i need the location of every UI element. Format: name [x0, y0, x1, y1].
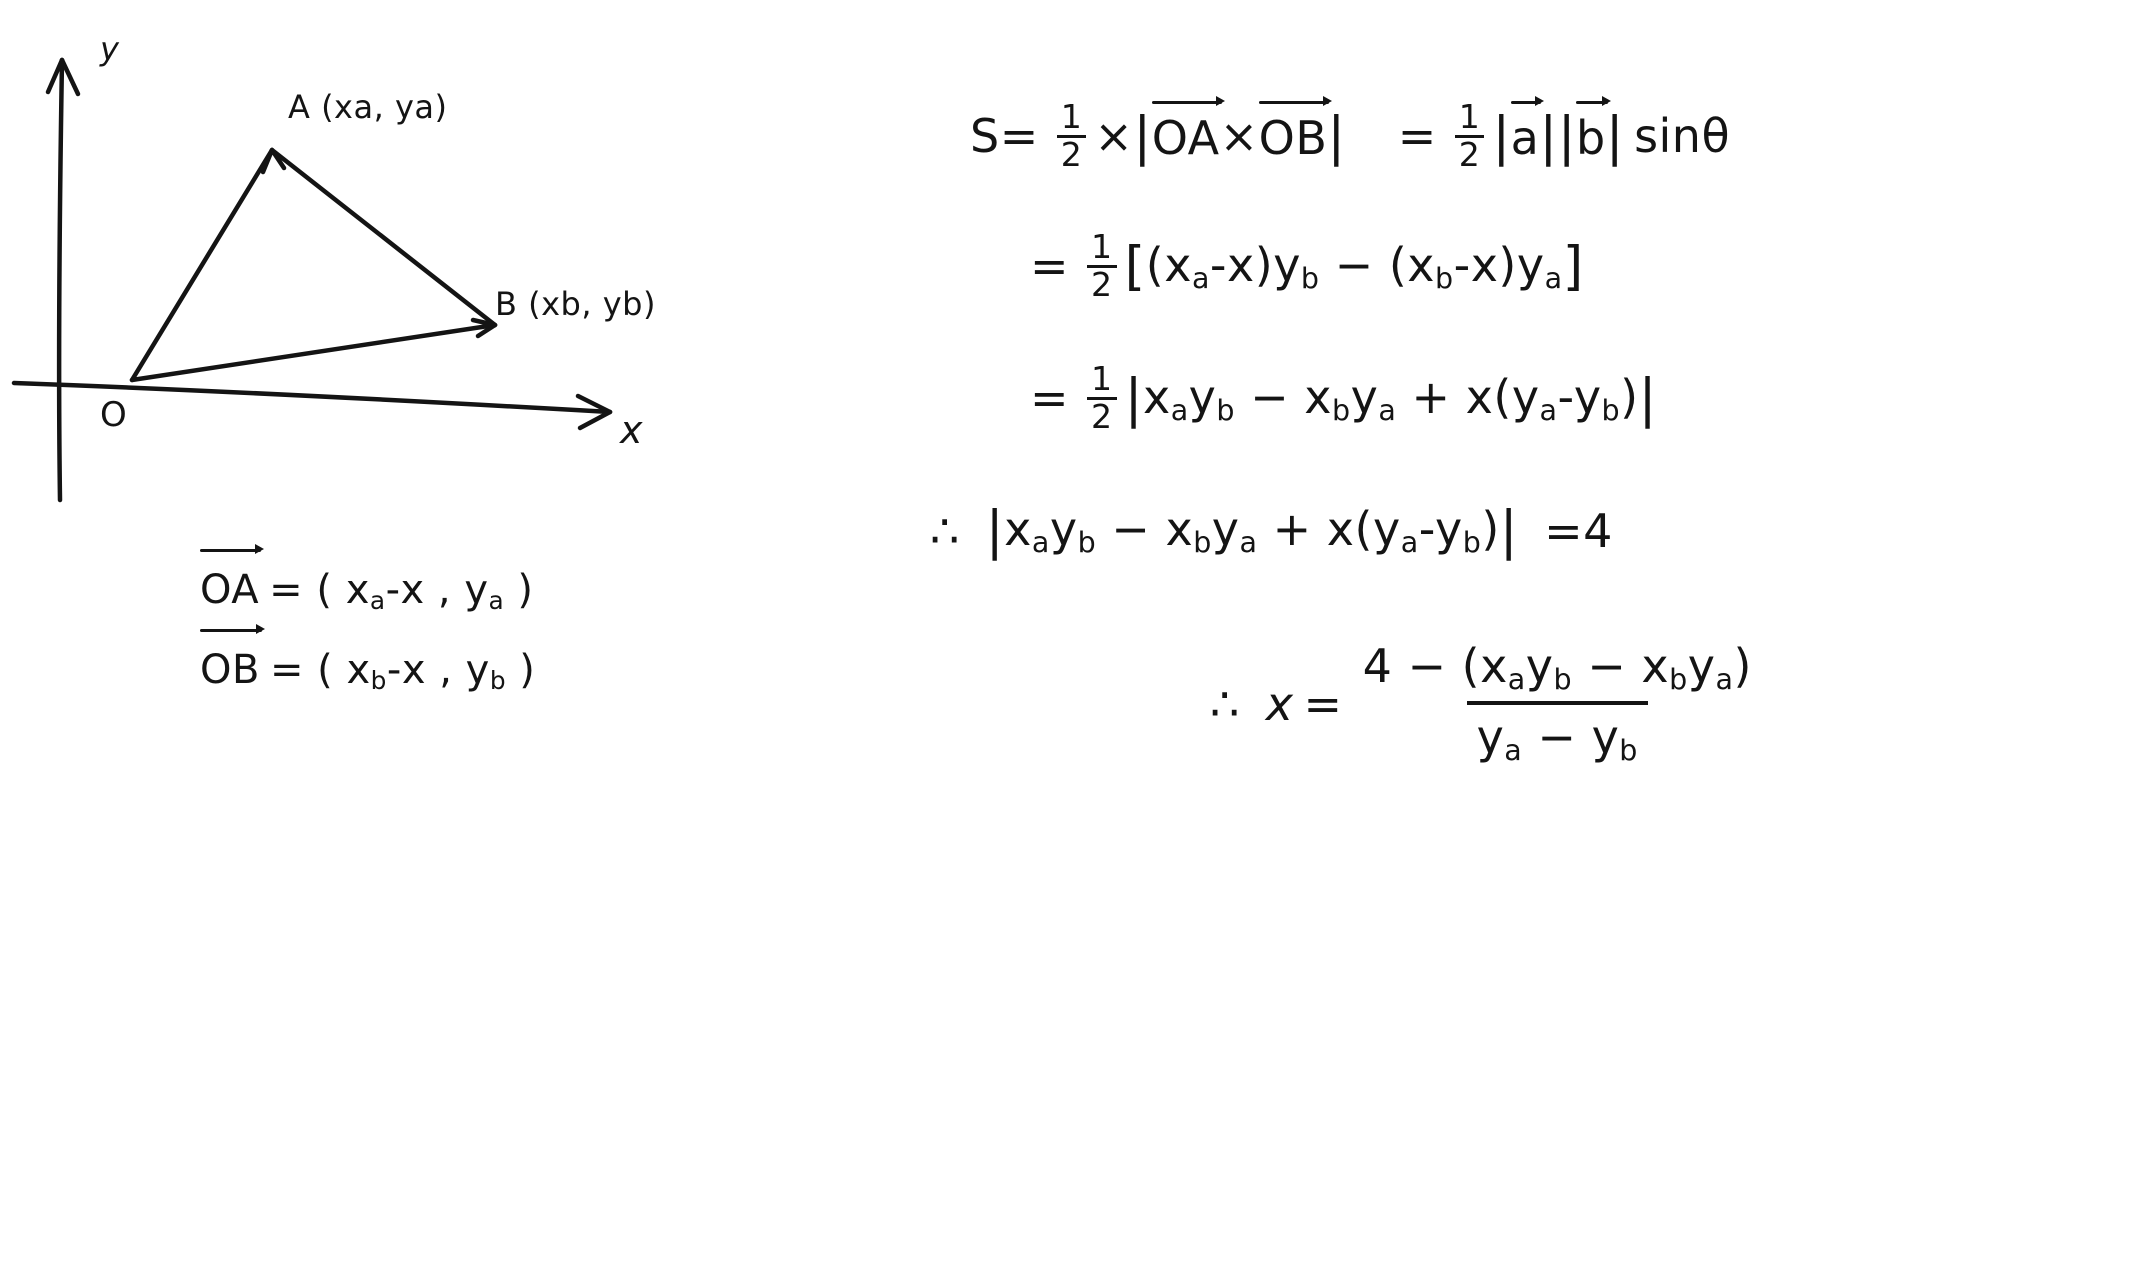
- vector-oa-line: OA = ( $x_a-x$ , $y_a$ ): [200, 555, 535, 621]
- solution-denominator: $y_a - y_b$: [1467, 701, 1648, 768]
- vector-ob-symbol: OB: [200, 635, 260, 701]
- area-symbol-s: S=: [970, 109, 1039, 164]
- expression-eq2: $(x_a-x)y_b - (x_b-x)y_a$: [1145, 237, 1563, 295]
- equation-line-2: [1030, 227, 1584, 304]
- segment-AB: [272, 150, 495, 325]
- bracket-open-eq2: [: [1124, 235, 1146, 297]
- y-axis-label: y: [100, 30, 120, 68]
- abs-b-open: |: [1557, 105, 1577, 167]
- one-half-fraction: $\frac{1}{2}$: [1057, 100, 1087, 173]
- one-half-fraction-eq2: $\frac{1}{2}$: [1087, 230, 1117, 303]
- abs-b-close: |: [1605, 105, 1625, 167]
- expression-eq4: $x_ay_b - x_by_a + x(y_a-y_b)$: [1004, 501, 1500, 560]
- x-axis-label: x: [620, 408, 643, 452]
- variable-x-eq5: x: [1265, 676, 1294, 731]
- bracket-close-eq2: ]: [1562, 235, 1584, 297]
- abs-a-close: |: [1539, 105, 1558, 167]
- result-value-eq4: 4: [1583, 503, 1613, 558]
- one-half-fraction-2: $\frac{1}{2}$: [1455, 100, 1485, 173]
- equals-sign-eq1: =: [1397, 109, 1437, 164]
- x-axis-arrow-bottom: [580, 412, 610, 428]
- equation-line-4: [930, 500, 1613, 561]
- vector-ob-line: OB = ( $x_b-x$ , $y_b$ ): [200, 635, 535, 701]
- vector-ob-symbol-eq1: OB: [1259, 107, 1328, 165]
- diagram-panel: [0, 0, 880, 820]
- equation-line-3: [1030, 359, 1657, 436]
- vector-b-symbol: b: [1576, 107, 1606, 165]
- origin-label: O: [100, 395, 128, 435]
- abs-close-eq3: |: [1638, 367, 1657, 429]
- sin-theta: sinθ: [1634, 109, 1731, 164]
- abs-open-eq3: |: [1124, 367, 1143, 429]
- equals-sign-eq5: =: [1303, 676, 1343, 731]
- vector-definitions: [200, 555, 535, 715]
- one-half-fraction-eq3: $\frac{1}{2}$: [1087, 362, 1117, 435]
- abs-close-eq4: |: [1499, 500, 1519, 561]
- abs-open-eq4: |: [985, 500, 1005, 561]
- coordinate-diagram-svg: [0, 0, 880, 560]
- y-axis-arrow-right: [62, 60, 78, 94]
- point-a-label: A (xa, ya): [288, 88, 448, 126]
- therefore-symbol-eq5: ∴: [1210, 676, 1240, 731]
- equation-line-5: [1210, 640, 1772, 768]
- point-b-label: B (xb, yb): [495, 285, 656, 323]
- therefore-symbol-eq4: ∴: [930, 503, 960, 558]
- solution-numerator: $4 - (x_ay_b - x_by_a)$: [1362, 639, 1752, 697]
- vector-oa-symbol: OA: [200, 555, 259, 621]
- equals-sign-eq2: =: [1030, 239, 1070, 294]
- vector-a-symbol: a: [1511, 107, 1540, 165]
- times-operator: ×: [1094, 109, 1134, 164]
- abs-close-bar: |: [1327, 105, 1346, 167]
- y-axis-line: [59, 60, 62, 500]
- abs-a-open: |: [1492, 105, 1511, 167]
- vector-oa-symbol-eq1: OA: [1152, 107, 1220, 165]
- abs-open-bar: |: [1133, 105, 1152, 167]
- equals-sign-eq4: =: [1544, 503, 1584, 558]
- segment-OB: [132, 325, 495, 380]
- segment-OA: [132, 150, 272, 380]
- expression-eq3: $x_ay_b - x_by_a + x(y_a-y_b)$: [1142, 369, 1639, 427]
- equals-sign-eq3: =: [1030, 371, 1070, 426]
- solution-fraction: [1353, 640, 1762, 768]
- cross-operator: ×: [1219, 109, 1259, 164]
- equation-line-1: [970, 97, 1731, 174]
